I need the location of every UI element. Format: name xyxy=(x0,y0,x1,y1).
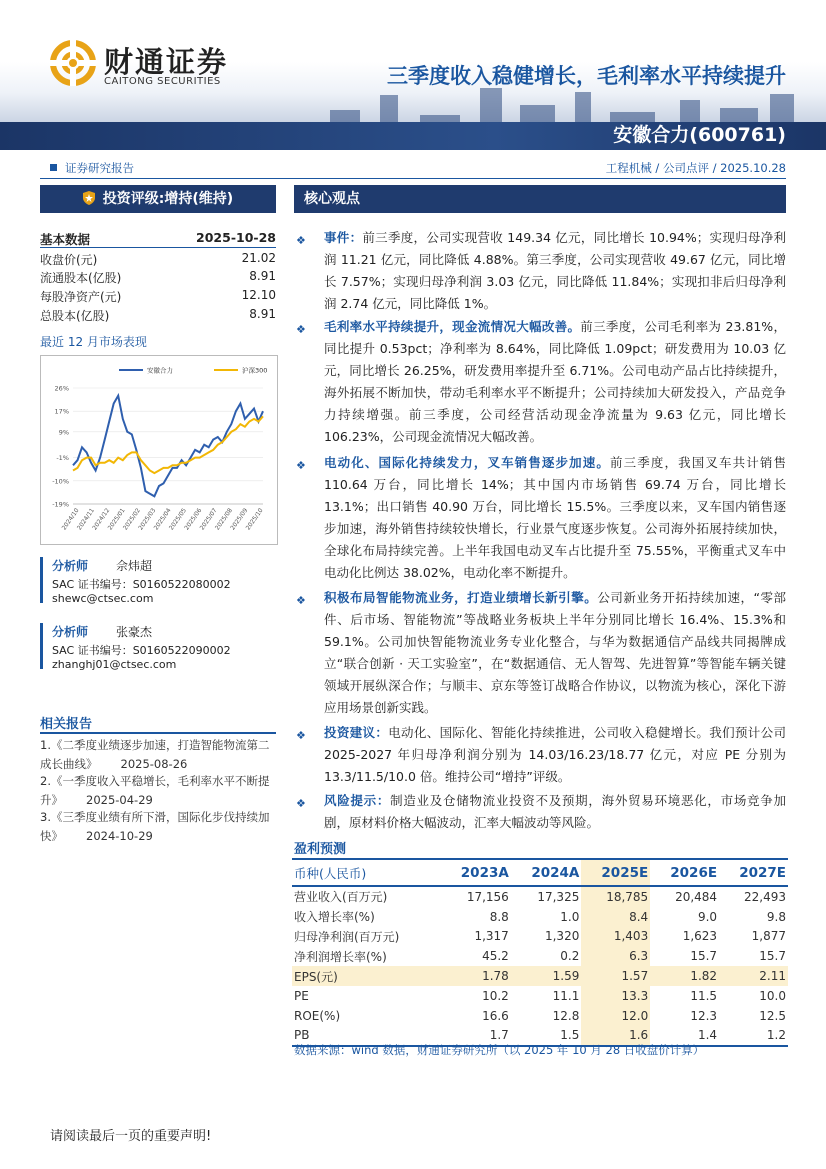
legend-label: 安徽合力 xyxy=(147,366,173,375)
logo-text-cn: 财通证券 xyxy=(104,45,229,79)
analyst-role: 分析师 xyxy=(52,559,89,573)
core-point: ❖ 毛利率水平持续提升，现金流情况大幅改善。前三季度，公司毛利率为 23.81%，同比提升 0.53pct；净利率为 8.64%，同比降低 1.09pct；研发费用为 10.03 亿元，同比增长 26.25%，研发费用率提升至 6.71%。公司电动产品占比持续提升，海外拓展不断加快，带动毛利率水平不断提升；公司持续加大研发投入，产品竞争力持续增强。前三季度，公司经营活动现金净流量为 9.63 亿元，同比增长 106.23%，公司现金流情况大幅改善。 xyxy=(296,319,786,444)
key-data-row: 收盘价(元) 21.02 xyxy=(40,251,276,267)
row-label: 收入增长率(%) xyxy=(294,910,375,925)
x-tick-label: 2025/03 xyxy=(137,507,158,532)
forecast-title: 盈利预测 xyxy=(294,842,347,857)
stock-name: 安徽合力(600761) xyxy=(613,124,786,146)
logo-text-en: CAITONG SECURITIES xyxy=(104,76,221,87)
x-tick-label: 2025/08 xyxy=(213,507,234,532)
table-cell: 9.8 xyxy=(766,909,786,924)
table-cell: 16.6 xyxy=(482,1008,509,1023)
key-data-row: 流通股本(亿股) 8.91 xyxy=(40,269,276,285)
forecast-header-row: 币种(人民币) 2023A 2024A 2025E 2026E 2027E xyxy=(292,859,788,886)
core-views-title: 核心观点 xyxy=(294,185,786,213)
analyst-card xyxy=(40,557,276,605)
diamond-bullet-icon: ❖ xyxy=(296,797,306,810)
report-title: 三季度收入稳健增长，毛利率水平持续提升 xyxy=(387,64,786,88)
table-cell: 0.2 xyxy=(560,949,580,964)
market-chart xyxy=(40,355,278,545)
table-cell: 2.11 xyxy=(719,966,788,986)
row-label: EPS(元) xyxy=(292,966,440,986)
analyst-email[interactable]: shewc@ctsec.com xyxy=(52,592,154,605)
table-row xyxy=(292,907,788,927)
diamond-bullet-icon: ❖ xyxy=(296,594,306,607)
market-performance-label: 最近 12 月市场表现 xyxy=(40,335,147,349)
table-cell: 8.4 xyxy=(581,907,650,927)
x-tick-label: 2025/04 xyxy=(152,507,173,532)
analyst-card xyxy=(40,623,276,671)
y-tick-label: -10% xyxy=(52,477,69,486)
table-cell: 17,325 xyxy=(537,889,580,904)
y-tick-label: 9% xyxy=(58,428,69,437)
table-cell: 1.4 xyxy=(650,1026,719,1047)
table-cell: 17,156 xyxy=(466,889,509,904)
rating-box: 投资评级:增持(维持) xyxy=(40,185,276,213)
table-cell: 11.5 xyxy=(690,988,718,1003)
y-tick-label: -1% xyxy=(56,454,69,463)
core-point: ❖ 投资建议：电动化、国际化、智能化持续推进，公司收入稳健增长。我们预计公司 2025-2027 年归母净利润分别为 14.03/16.23/18.77 亿元，对应 PE 分别为 13.3/11.5/10.0 倍。维持公司“增持”评级。 xyxy=(296,725,786,784)
forecast-table xyxy=(292,858,788,1047)
analyst-sac: SAC 证书编号：S0160522080002 xyxy=(52,578,231,591)
table-cell: 1.78 xyxy=(440,966,511,986)
analyst-name: 张豪杰 xyxy=(116,625,153,639)
table-row xyxy=(292,927,788,947)
table-row xyxy=(292,986,788,1006)
x-tick-label: 2025/06 xyxy=(183,507,204,532)
table-cell: 1.59 xyxy=(511,966,582,986)
related-reports-title: 相关报告 xyxy=(40,717,93,732)
data-source-note: 数据来源：wind 数据，财通证券研究所（以 2025 年 10 月 28 日收盘价计算） xyxy=(294,1043,705,1057)
table-cell: 1.57 xyxy=(581,966,650,986)
related-reports-divider xyxy=(40,732,276,734)
table-row xyxy=(292,886,788,907)
row-label: 营业收入(百万元) xyxy=(294,890,388,905)
table-cell: 1,623 xyxy=(682,929,718,944)
row-label: 归母净利润(百万元) xyxy=(294,929,400,944)
y-tick-label: 17% xyxy=(54,407,69,416)
table-cell: 18,785 xyxy=(581,886,650,907)
x-tick-label: 2024/12 xyxy=(91,507,112,532)
y-tick-label: -19% xyxy=(52,500,69,509)
table-cell: 10.2 xyxy=(482,988,509,1003)
related-report-item[interactable]: 1.《二季度业绩逐步加速，打造智能物流第二成长曲线》 2025-08-26 xyxy=(40,738,270,771)
related-report-item[interactable]: 2.《一季度收入平稳增长，毛利率水平不断提升》 2025-04-29 xyxy=(40,774,270,807)
table-cell: 1,403 xyxy=(581,927,650,947)
report-type: 证券研究报告 xyxy=(50,160,134,176)
core-point: ❖ 积极布局智能物流业务，打造业绩增长新引擎。公司新业务开拓持续加速，“零部件、后市场、智能物流”等战略业务板块上半年分别同比增长 16.4%、15.3%和 59.1%。公司加快智能物流业务专业化整合，与华为数据通信产品线共同揭牌成立“联合创新 · 天工实验室”，在“数据通信、无人智驾、先进智算”等智能车辆关键领域开展纵深合作；与顺丰、京东等签订战略合作协议，以物流为核心，深化下游应用场景创新实践。 xyxy=(296,590,786,715)
table-cell: 12.8 xyxy=(552,1008,580,1023)
core-point: ❖ 电动化、国际化持续发力，叉车销售逐步加速。前三季度，我国叉车共计销售 110.64 万台，同比增长 14%；其中国内市场销售 69.74 万台，同比增长 13.1%；出口销售 40.90 万台，同比增长 15.5%。三季度以来，叉车国内销售逐步加速，海外销售持续较快增长，行业景气度逐步恢复。公司海外拓展持续加快，全球化布局持续完善。上半年我国电动叉车占比提升至 75.55%，平衡重式叉车中电动化比例达 38.02%，电动化率不断提升。 xyxy=(296,455,786,580)
legend-label: 沪深300 xyxy=(242,366,268,375)
core-point: ❖ 风险提示：制造业及仓储物流业投资不及预期，海外贸易环境恶化，市场竞争加剧，原材料价格大幅波动，汇率大幅波动等风险。 xyxy=(296,793,786,830)
table-cell: 1,320 xyxy=(544,929,580,944)
shield-icon xyxy=(83,191,95,205)
x-tick-label: 2024/10 xyxy=(60,507,81,532)
row-label: PB xyxy=(292,1026,440,1047)
x-tick-label: 2025/01 xyxy=(106,507,127,532)
table-cell: 20,484 xyxy=(675,889,718,904)
x-tick-label: 2025/02 xyxy=(121,507,142,532)
table-cell: 9.0 xyxy=(697,909,718,924)
table-cell: 12.3 xyxy=(690,1008,718,1023)
header-divider xyxy=(40,178,786,179)
row-label: PE xyxy=(294,988,309,1003)
table-cell: 12.5 xyxy=(759,1008,786,1023)
table-cell: 15.7 xyxy=(759,949,786,964)
diamond-bullet-icon: ❖ xyxy=(296,459,306,472)
x-tick-label: 2025/05 xyxy=(167,507,188,532)
table-cell: 11.1 xyxy=(552,988,580,1003)
x-tick-label: 2025/07 xyxy=(198,507,219,532)
series-line xyxy=(73,416,263,473)
table-cell: 15.7 xyxy=(690,949,718,964)
row-label: 净利润增长率(%) xyxy=(294,949,387,964)
row-label: ROE(%) xyxy=(294,1008,341,1023)
analyst-sac: SAC 证书编号：S0160522090002 xyxy=(52,644,231,657)
table-cell: 1.2 xyxy=(719,1026,788,1047)
y-tick-label: 26% xyxy=(54,384,69,393)
diamond-bullet-icon: ❖ xyxy=(296,234,306,247)
table-cell: 1.5 xyxy=(511,1026,582,1047)
footer-disclaimer: 请阅读最后一页的重要声明! xyxy=(50,1129,212,1144)
core-point: ❖ 事件：前三季度，公司实现营收 149.34 亿元，同比增长 10.94%；实现归母净利润 11.21 亿元，同比降低 4.88%。第三季度，公司实现营收 49.67 亿元，同比增长 7.57%；实现归母净利润 3.03 亿元，同比降低 11.84%；实现扣非后归母净利润 2.74 亿元，同比降低 1%。 xyxy=(296,230,786,311)
table-cell: 1.7 xyxy=(440,1026,511,1047)
analyst-name: 佘炜超 xyxy=(116,559,153,573)
table-cell: 45.2 xyxy=(482,949,509,964)
table-cell: 1.82 xyxy=(650,966,719,986)
analyst-email[interactable]: zhanghj01@ctsec.com xyxy=(52,658,177,671)
table-cell: 8.8 xyxy=(489,909,509,924)
key-data-header: 基本数据 2025-10-28 xyxy=(40,230,276,247)
table-cell: 10.0 xyxy=(759,988,786,1003)
key-data-divider xyxy=(40,247,276,248)
x-tick-label: 2025/09 xyxy=(229,507,250,532)
company-logo-icon xyxy=(50,40,96,86)
table-cell: 1.0 xyxy=(560,909,580,924)
table-cell: 13.3 xyxy=(581,986,650,1006)
table-cell: 1,877 xyxy=(751,929,786,944)
analyst-role: 分析师 xyxy=(52,625,89,639)
x-tick-label: 2024/11 xyxy=(75,507,96,532)
diamond-bullet-icon: ❖ xyxy=(296,729,306,742)
diamond-bullet-icon: ❖ xyxy=(296,323,306,336)
key-data-row: 总股本(亿股) 8.91 xyxy=(40,307,276,323)
table-cell: 6.3 xyxy=(581,946,650,966)
table-row xyxy=(292,966,788,986)
table-cell: 22,493 xyxy=(744,889,786,904)
market-chart-svg xyxy=(41,356,277,544)
report-category: 工程机械 / 公司点评 / 2025.10.28 xyxy=(605,161,786,175)
table-cell: 12.0 xyxy=(581,1006,650,1026)
table-row xyxy=(292,946,788,966)
series-line xyxy=(73,396,263,497)
x-tick-label: 2025/10 xyxy=(244,507,265,532)
related-report-item[interactable]: 3.《三季度业绩有所下滑，国际化步伐持续加快》 2024-10-29 xyxy=(40,810,270,843)
table-row xyxy=(292,1006,788,1026)
table-cell: 1,317 xyxy=(474,929,509,944)
table-cell: 1.6 xyxy=(581,1026,650,1047)
key-data-row: 每股净资产(元) 12.10 xyxy=(40,288,276,304)
